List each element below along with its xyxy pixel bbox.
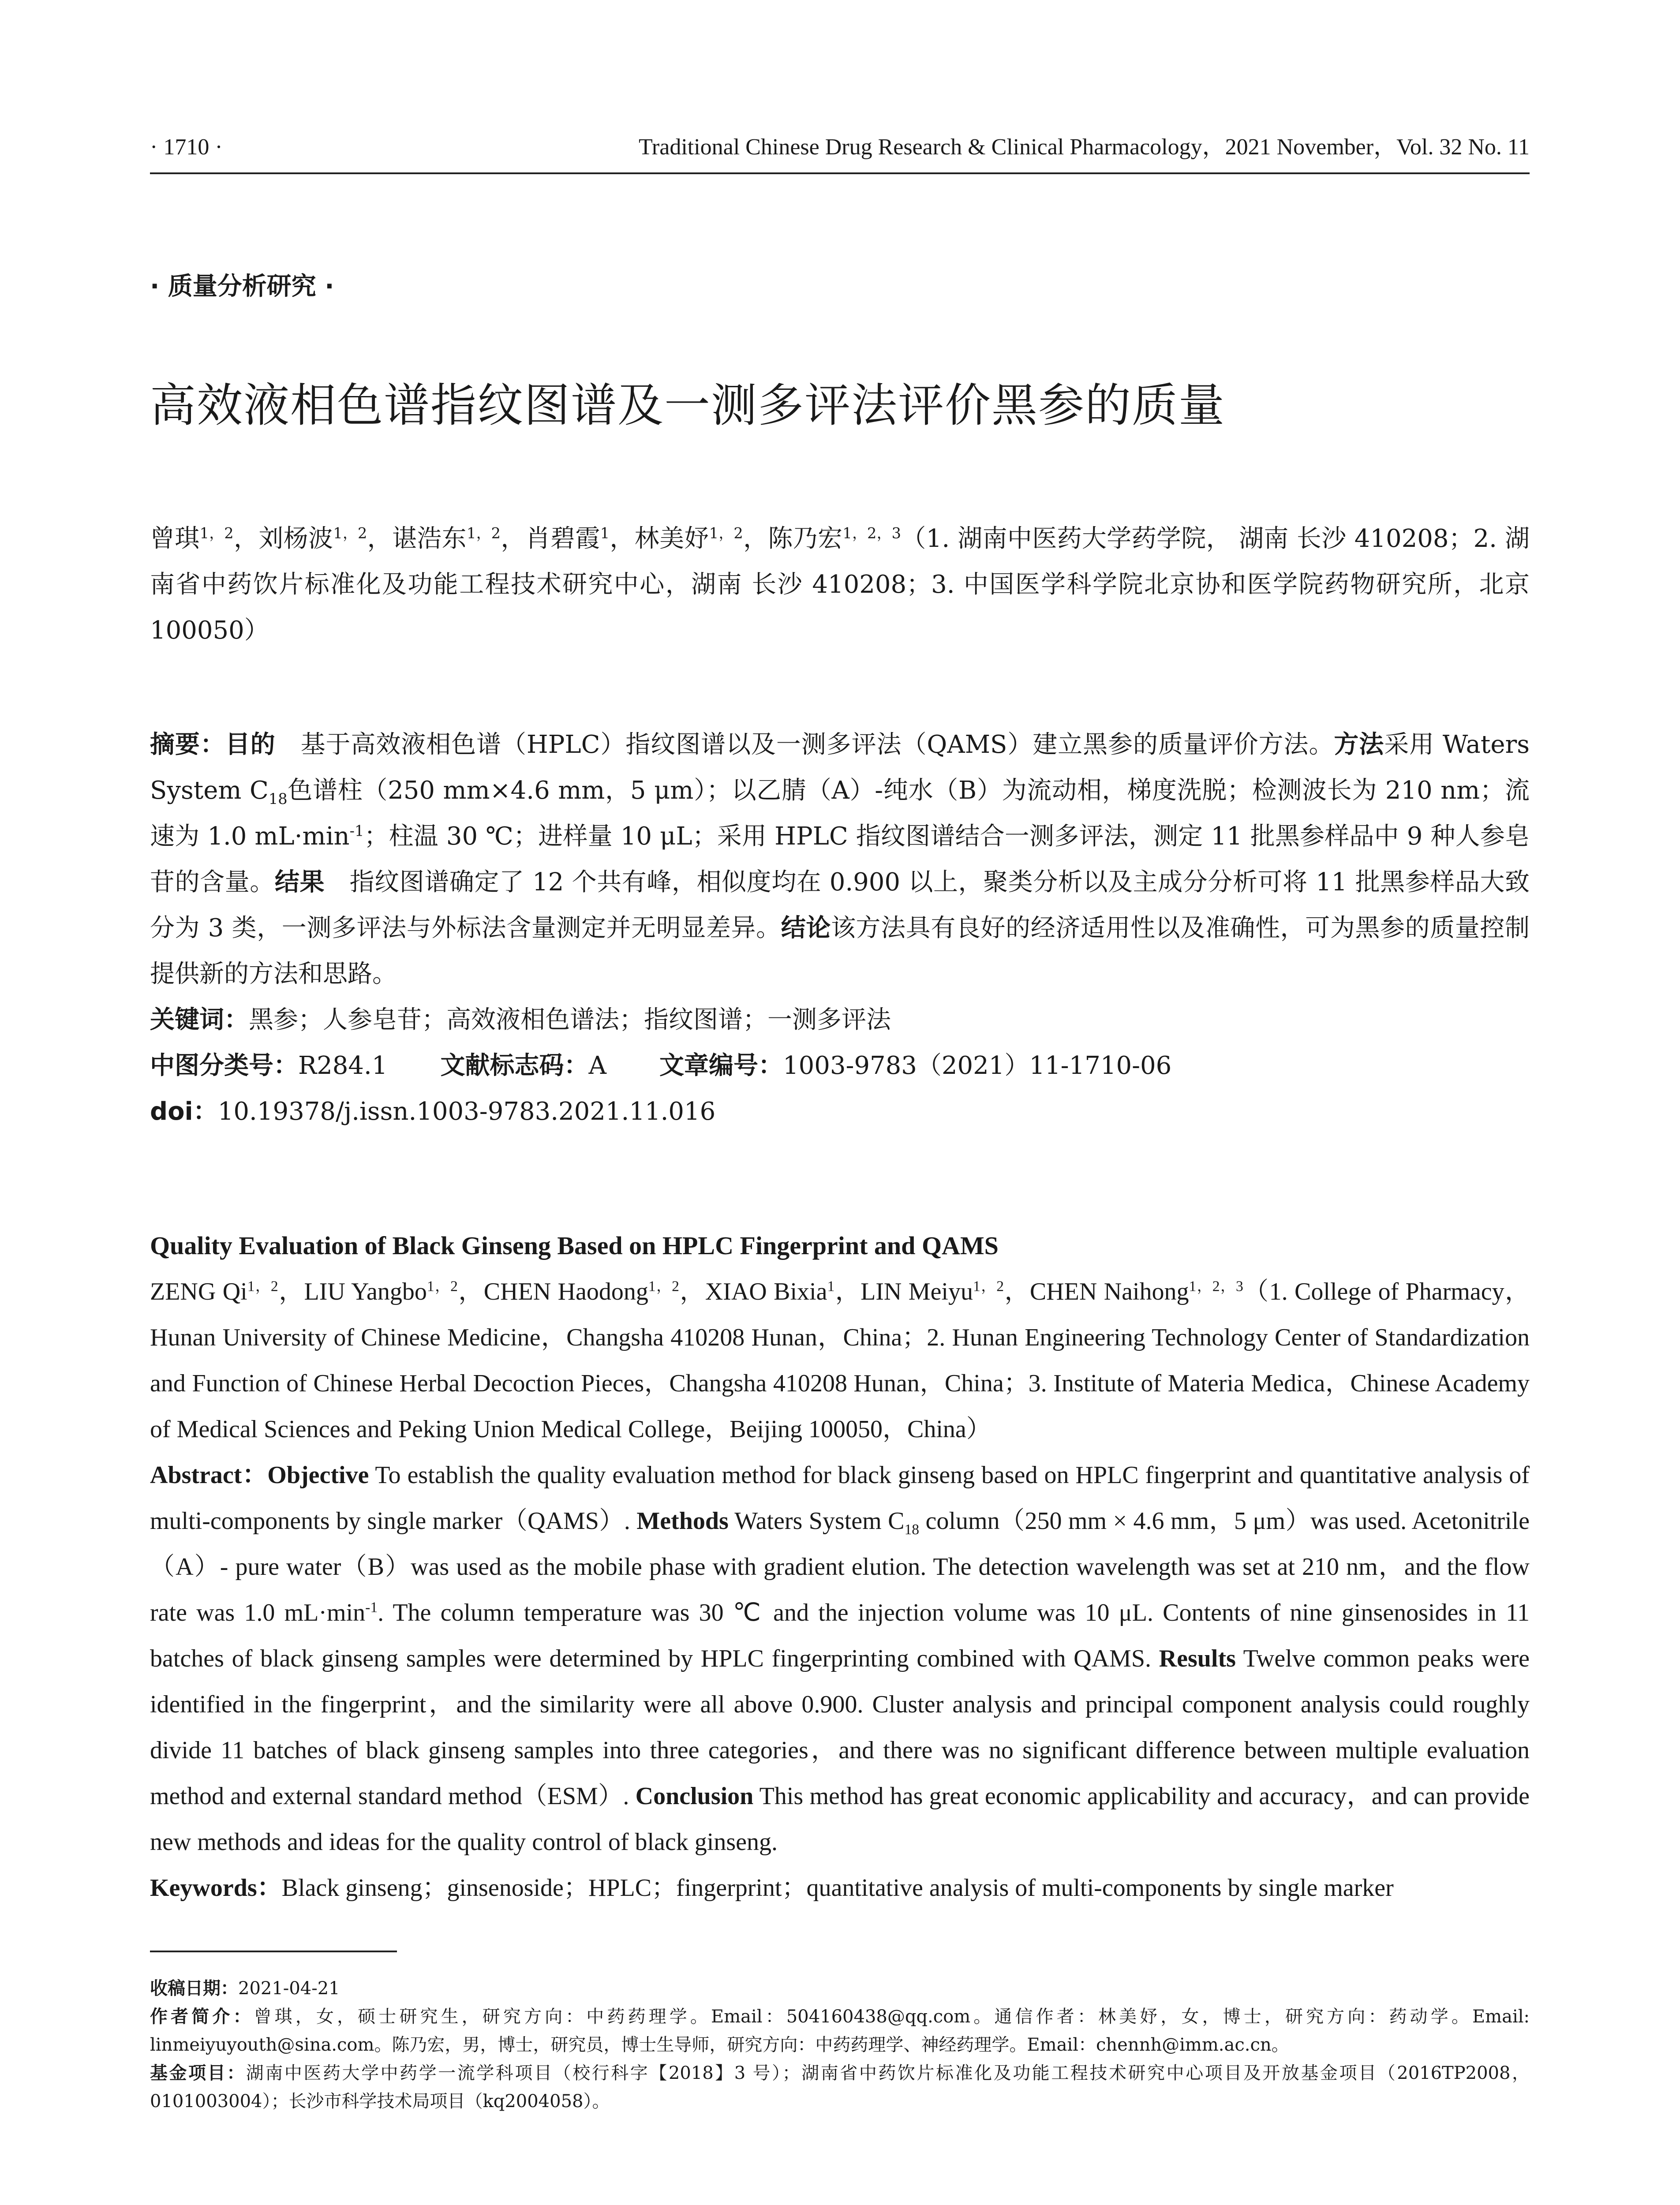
methods-subscript: 18 [904, 1521, 920, 1538]
article-title-en: Quality Evaluation of Black Ginseng Based on HPLC Fingerprint and QAMS [150, 1231, 999, 1260]
objective-text: 基于高效液相色谱（HPLC）指纹图谱以及一测多评法（QAMS）建立黑参的质量评价方法。 [275, 730, 1334, 759]
author-affiliation-marker: 1，2 [427, 1278, 458, 1295]
methods-text: Waters System C [728, 1507, 905, 1535]
results-label: 结果 [274, 868, 325, 897]
abstract-cn [150, 722, 1530, 997]
doi-label: doi： [150, 1097, 218, 1126]
author-affiliation-marker: 1，2 [333, 524, 367, 542]
journal-citation: Traditional Chinese Drug Research & Clinical Pharmacology，2021 November，Vol. 32 No. 11 [638, 135, 1530, 160]
conclusion-label: Conclusion [635, 1783, 754, 1810]
doi-value[interactable]: 10.19378/j.issn.1003-9783.2021.11.016 [217, 1097, 716, 1126]
doi-line [150, 1089, 1530, 1135]
footnotes [150, 1974, 1530, 2115]
authors-en [150, 1269, 1530, 1452]
author-name: ，陈乃宏 [743, 524, 843, 553]
author-name: ，LIU Yangbo [278, 1278, 427, 1305]
author-affiliation-marker: 1，2 [648, 1278, 679, 1295]
author-affiliation-marker: 1，2 [199, 524, 234, 542]
objective-text: To establish the quality evaluation method for black ginseng based on HPLC fingerprint and quantitative analysis of multi-components by single marker（QAMS）. [150, 1461, 1530, 1535]
author-name: ，刘杨波 [233, 524, 333, 553]
keywords-label: Keywords： [150, 1874, 282, 1902]
methods-superscript: -1 [349, 822, 364, 840]
objective-label: 目的 [225, 730, 276, 759]
methods-text: 采用 Waters System C [150, 730, 1530, 805]
results-label: Results [1159, 1645, 1236, 1672]
author-affiliation-marker: 1，2 [247, 1278, 278, 1295]
methods-superscript: -1 [365, 1599, 378, 1616]
article-number-label: 文章编号： [659, 1051, 783, 1080]
methods-text: . The column temperature was 30 ℃ and the injection volume was 10 μL. Contents of nine ginsenosides in 11 batches of black ginseng samples were determined by HPLC fingerprinting combined with QAMS. [150, 1599, 1530, 1672]
received-value: 2021-04-21 [238, 1978, 340, 1999]
page-number: · 1710 · [150, 135, 223, 160]
methods-subscript: 18 [268, 790, 288, 808]
author-name: ，XIAO Bixia [679, 1278, 827, 1305]
results-text: Twelve common peaks were identified in the fingerprint，and the similarity were all above 0.900. Cluster analysis and principal component analysis could roughly divide 11 batches of black ginseng samples into three categories，and there was no significant difference between multiple evaluation method and external standard method（ESM）. [150, 1645, 1530, 1810]
conclusion-text: 该方法具有良好的经济适用性以及准确性，可为黑参的质量控制提供新的方法和思路。 [150, 914, 1530, 988]
clc-value: R284.1 [298, 1051, 388, 1080]
author-bio-value: 曾琪，女，硕士研究生，研究方向：中药药理学。Email：504160438@qq.com。通信作者：林美妤，女，博士，研究方向：药动学。Email: linmeiyuyouth@sina.com。陈乃宏，男，博士，研究员，博士生导师，研究方向：中药药理学、神经药理学。Email：chennh@imm.ac.cn。 [150, 2007, 1530, 2055]
methods-text: ；柱温 30 ℃；进样量 10 μL；采用 HPLC 指纹图谱结合一测多评法，测定 11 批黑参样品中 9 种人参皂苷的含量。 [150, 822, 1530, 897]
objective-label: Objective [267, 1461, 369, 1489]
section-label: · 质量分析研究 · [150, 272, 334, 301]
affiliations-en: （1. College of Pharmacy，Hunan University of Chinese Medicine，Changsha 410208 Hunan，China；2. Hunan Engineering Technology Center of Standardization and Function of Chinese Herbal Decoction Pieces，Changsha 410208 Hunan，China；3. Institute of Materia Medica，Chinese Academy of Medical Sciences and Peking Union Medical College，Beijing 100050，China） [150, 1278, 1530, 1443]
journal-page [150, 128, 1530, 2115]
article-title-cn: 高效液相色谱指纹图谱及一测多评法评价黑参的质量 [150, 378, 1226, 432]
funding [150, 2059, 1530, 2115]
authors-cn [150, 516, 1530, 654]
affiliations-cn: （1. 湖南中医药大学药学院， 湖南 长沙 410208；2. 湖南省中药饮片标准化及功能工程技术研究中心，湖南 长沙 410208；3. 中国医学科学院北京协和医学院药物研究所，北京 100050） [150, 524, 1530, 645]
abstract-label: 摘要： [150, 730, 225, 759]
author-name: ，林美妤 [610, 524, 709, 553]
author-name: ，LIN Meiyu [834, 1278, 973, 1305]
author-name: ，CHEN Haodong [457, 1278, 648, 1305]
funding-label: 基金项目： [150, 2063, 246, 2083]
author-name: ，肖碧霞 [501, 524, 600, 553]
author-affiliation-marker: 1，2 [709, 524, 743, 542]
keywords-value: 黑参；人参皂苷；高效液相色谱法；指纹图谱；一测多评法 [249, 1005, 891, 1034]
methods-label: Methods [636, 1507, 729, 1535]
article-number-value: 1003-9783（2021）11-1710-06 [782, 1051, 1172, 1080]
keywords-label: 关键词： [150, 1005, 249, 1034]
methods-text: column（250 mm × 4.6 mm，5 μm）was used. Acetonitrile（A）- pure water（B）was used as the mobile phase with gradient elution. The detection wavelength was set at 210 nm，and the flow rate was 1.0 mL·min [150, 1507, 1530, 1626]
results-text: 指纹图谱确定了 12 个共有峰，相似度均在 0.900 以上，聚类分析以及主成分分析可将 11 批黑参样品大致分为 3 类，一测多评法与外标法含量测定并无明显差异。 [150, 868, 1530, 942]
received-label: 收稿日期： [150, 1978, 238, 1999]
author-affiliation-marker: 1，2，3 [842, 524, 902, 542]
author-affiliation-marker: 1 [600, 524, 610, 542]
abstract-en [150, 1452, 1530, 1865]
keywords-cn [150, 997, 1530, 1043]
funding-value: 湖南中医药大学中药学一流学科项目（校行科字【2018】3 号）；湖南省中药饮片标准化及功能工程技术研究中心项目及开放基金项目（2016TP2008，0101003004）；长沙市科学技术局项目（kq2004058）。 [150, 2063, 1530, 2112]
clc-label: 中图分类号： [150, 1051, 298, 1080]
running-header [150, 128, 1530, 174]
doc-code-value: A [588, 1051, 606, 1080]
footnote-divider [150, 1951, 397, 1952]
received-date [150, 1974, 1530, 2003]
classification-line [150, 1043, 1530, 1089]
author-bio [150, 2003, 1530, 2059]
author-bio-label: 作者简介： [150, 2007, 254, 2027]
author-affiliation-marker: 1，2 [467, 524, 501, 542]
author-name: 曾琪 [150, 524, 200, 553]
conclusion-text: This method has great economic applicability and accuracy，and can provide new methods and ideas for the quality control of black ginseng. [150, 1783, 1530, 1856]
doc-code-label: 文献标志码： [440, 1051, 589, 1080]
author-name: ，CHEN Naihong [1004, 1278, 1189, 1305]
methods-label: 方法 [1334, 730, 1384, 759]
keywords-en [150, 1865, 1530, 1911]
keywords-value: Black ginseng；ginsenoside；HPLC；fingerprint；quantitative analysis of multi-components by single marker [281, 1874, 1394, 1902]
conclusion-label: 结论 [781, 914, 831, 942]
abstract-label: Abstract： [150, 1461, 268, 1489]
methods-text: 色谱柱（250 mm×4.6 mm，5 μm）；以乙腈（A）-纯水（B）为流动相，梯度洗脱；检测波长为 210 nm；流速为 1.0 mL·min [150, 776, 1530, 851]
author-name: ZENG Qi [150, 1278, 247, 1305]
author-affiliation-marker: 1 [827, 1278, 835, 1295]
author-affiliation-marker: 1，2，3 [1189, 1278, 1243, 1295]
author-name: ，谌浩东 [367, 524, 467, 553]
author-affiliation-marker: 1，2 [973, 1278, 1004, 1295]
